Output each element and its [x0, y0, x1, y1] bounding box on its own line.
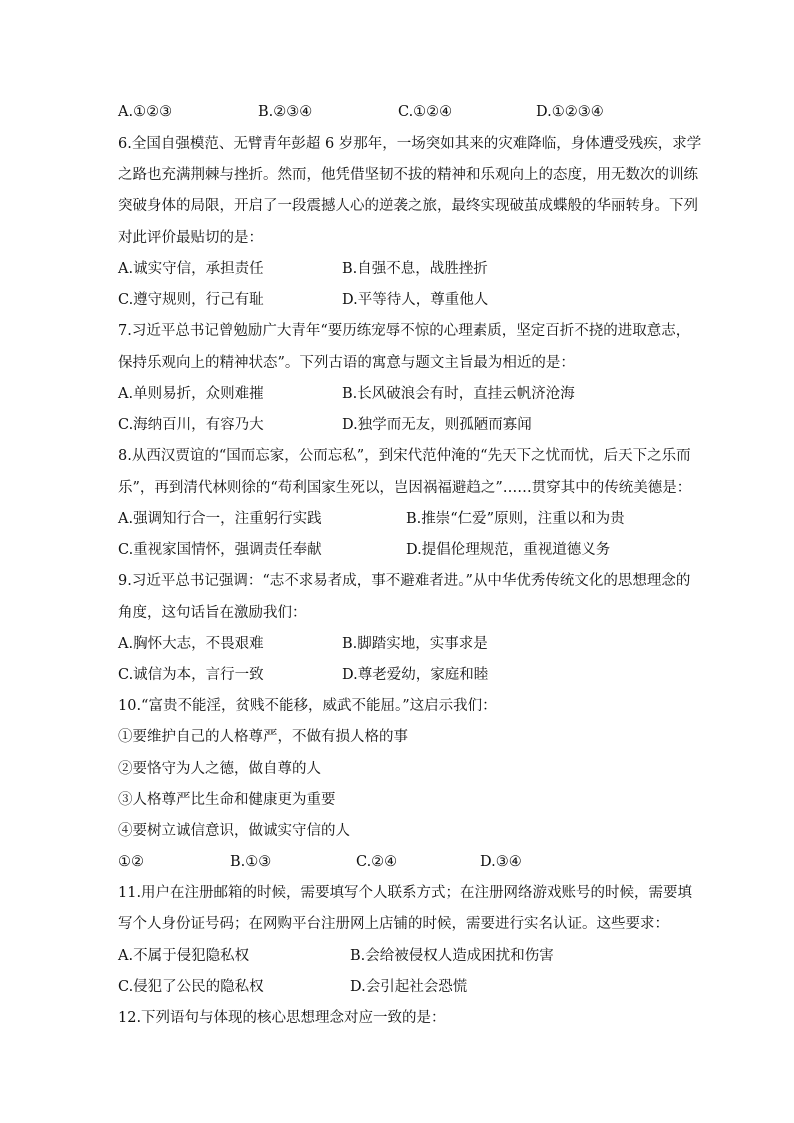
q6-option-a: A.诚实守信，承担责任: [118, 261, 264, 277]
q11-option-a: A.不属于侵犯隐私权: [118, 948, 250, 964]
q6-stem-line: 之路也充满荆棘与挫折。然而，他凭借坚韧不拔的精神和乐观向上的态度，用无数次的训练: [118, 167, 698, 183]
q9-option-a: A.胸怀大志，不畏艰难: [118, 636, 264, 652]
q7-stem-line: 7.习近平总书记曾勉励广大青年“要历练宠辱不惊的心理素质，坚定百折不挠的进取意志，: [118, 323, 691, 339]
q9-stem-line: 角度，这句话旨在激励我们：: [118, 605, 307, 621]
q8-option-b: B.推崇“仁爱”原则，注重以和为贵: [406, 511, 625, 527]
q5-option-b: B.②③④: [258, 104, 313, 120]
q11-option-c: C.侵犯了公民的隐私权: [118, 979, 264, 995]
q6-stem-line: 对此评价最贴切的是：: [118, 230, 263, 246]
q9-option-b: B.脚踏实地，实事求是: [342, 636, 488, 652]
q9-option-d: D.尊老爱幼，家庭和睦: [342, 667, 489, 683]
q5-option-d: D.①②③④: [536, 104, 604, 120]
q7-option-d: D.独学而无友，则孤陋而寡闻: [342, 417, 532, 433]
q11-stem-line: 写个人身份证号码；在网购平台注册网上店铺的时候，需要进行实名认证。这些要求：: [118, 916, 669, 932]
q12-stem-line: 12.下列语句与体现的核心思想理念对应一致的是：: [118, 1010, 446, 1026]
q10-statement: ④要树立诚信意识，做诚实守信的人: [118, 823, 350, 839]
q9-stem-line: 9.习近平总书记强调：“志不求易者成，事不避难者进。”从中华优秀传统文化的思想理念的: [118, 573, 691, 589]
q10-statement: ①要维护自己的人格尊严，不做有损人格的事: [118, 729, 408, 745]
q10-option-a: ①②: [118, 854, 144, 870]
q5-option-a: A.①②③: [118, 104, 173, 120]
q7-stem-line: 保持乐观向上的精神状态”。下列古语的寓意与题文主旨最为相近的是：: [118, 355, 575, 371]
q10-option-d: D.③④: [480, 854, 522, 870]
q6-option-c: C.遵守规则，行己有耻: [118, 292, 264, 308]
q5-option-c: C.①②④: [398, 104, 453, 120]
q7-option-b: B.长风破浪会有时，直挂云帆济沧海: [342, 386, 575, 402]
q7-option-c: C.海纳百川，有容乃大: [118, 417, 264, 433]
q11-stem-line: 11.用户在注册邮箱的时候，需要填写个人联系方式；在注册网络游戏账号的时候，需要填: [118, 885, 693, 901]
q6-option-d: D.平等待人，尊重他人: [342, 292, 489, 308]
q8-option-a: A.强调知行合一，注重躬行实践: [118, 511, 322, 527]
q8-stem-line: 乐”，再到清代林则徐的“苟利国家生死以，岂因祸福避趋之”……贯穿其中的传统美德是：: [118, 480, 692, 496]
q9-option-c: C.诚信为本，言行一致: [118, 667, 264, 683]
q8-option-c: C.重视家国情怀，强调责任奉献: [118, 542, 322, 558]
q10-stem-line: 10.“富贵不能淫，贫贱不能移，威武不能屈。”这启示我们：: [118, 698, 497, 714]
q8-option-d: D.提倡伦理规范，重视道德义务: [406, 542, 611, 558]
q11-option-b: B.会给被侵权人造成困扰和伤害: [350, 948, 554, 964]
q10-option-b: B.①③: [230, 854, 272, 870]
q10-option-c: C.②④: [356, 854, 398, 870]
q10-statement: ③人格尊严比生命和健康更为重要: [118, 792, 336, 808]
q10-statement: ②要恪守为人之德，做自尊的人: [118, 761, 321, 777]
q8-stem-line: 8.从西汉贾谊的“国而忘家，公而忘私”，到宋代范仲淹的“先天下之忧而忧，后天下之乐而: [118, 448, 691, 464]
q6-stem-line: 突破身体的局限，开启了一段震撼人心的逆袭之旅，最终实现破茧成蝶般的华丽转身。下列: [118, 198, 698, 214]
q6-option-b: B.自强不息，战胜挫折: [342, 261, 488, 277]
q6-stem-line: 6.全国自强模范、无臂青年彭超 6 岁那年，一场突如其来的灾难降临，身体遭受残疾，求学: [118, 136, 702, 152]
q11-option-d: D.会引起社会恐慌: [350, 979, 468, 995]
q7-option-a: A.单则易折，众则难摧: [118, 386, 264, 402]
